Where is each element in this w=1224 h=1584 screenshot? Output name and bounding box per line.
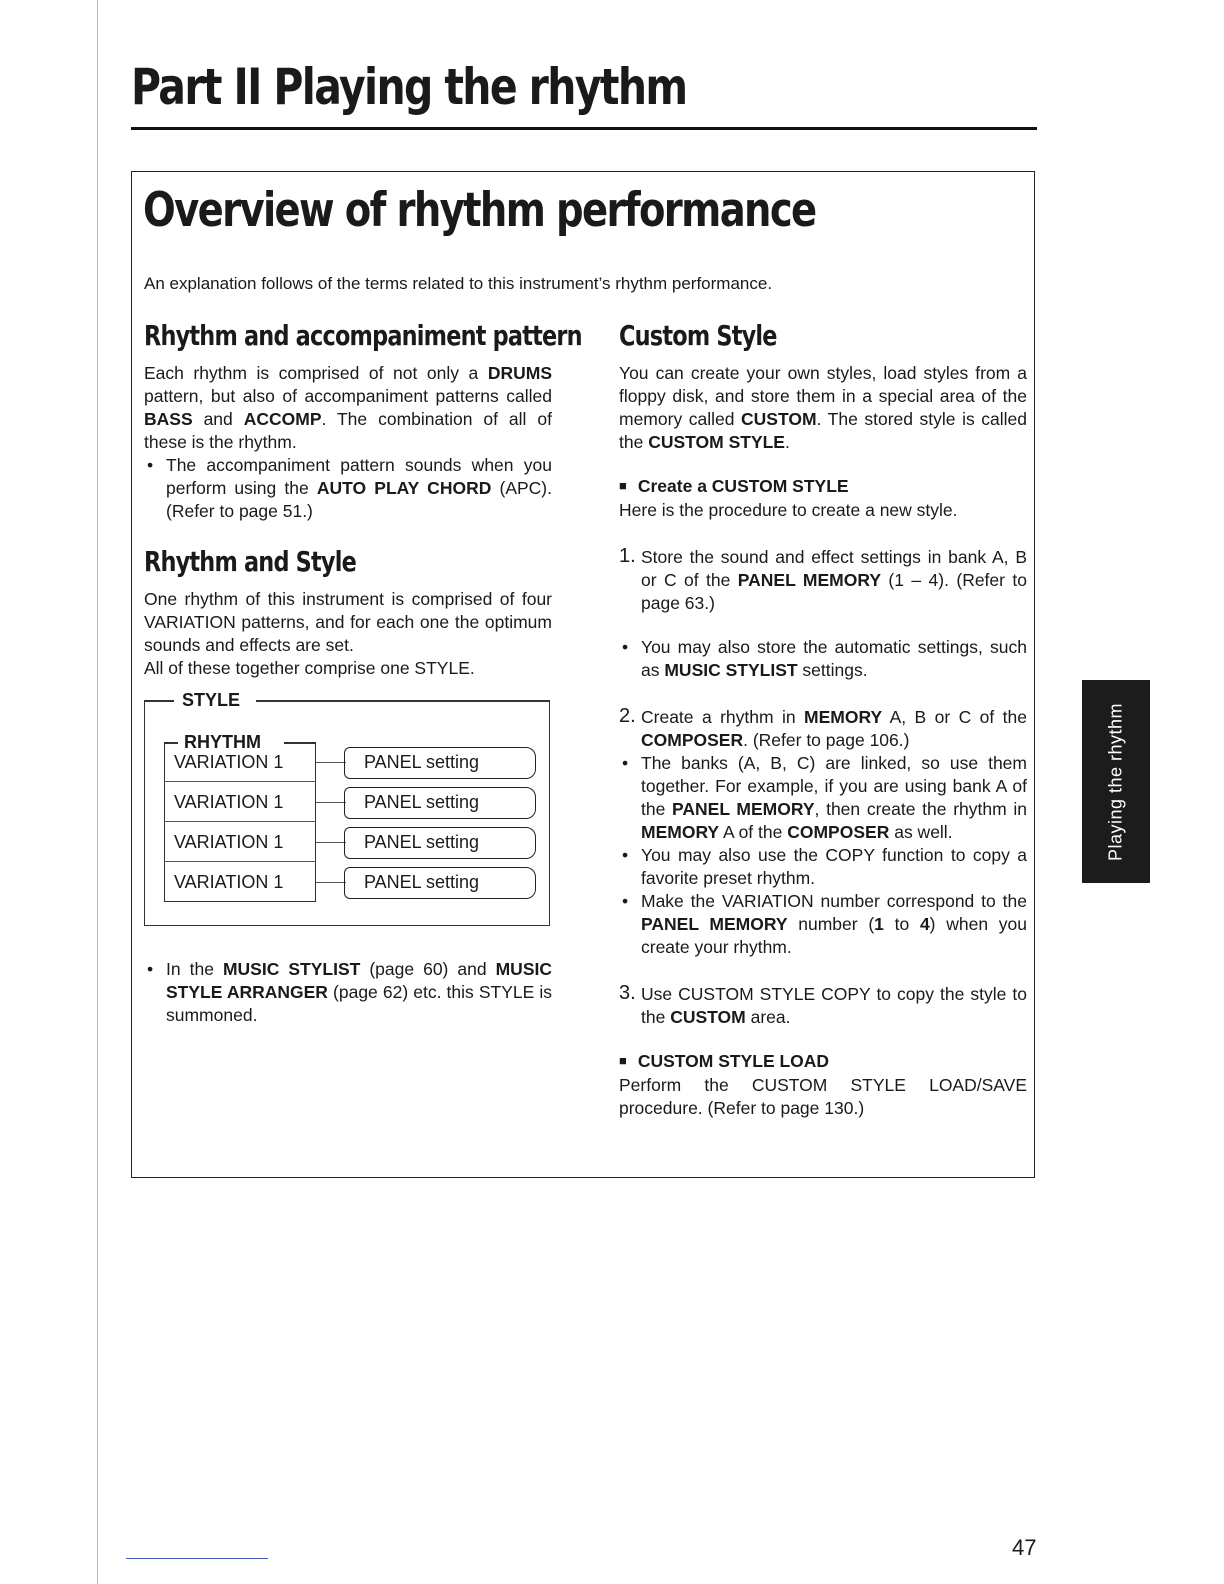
rhythm-label: RHYTHM [180,730,265,754]
text-run: A of the [719,822,788,842]
text-run: . The stored style is called the [619,409,1027,452]
text-run: as well. [889,822,953,842]
part-title: Part II Playing the rhythm [131,58,687,116]
heading-custom-style: Custom Style [619,319,777,352]
text-run: (page 60) and [360,959,496,979]
text-run: . The combination of all of these is the rhythm. [144,409,552,452]
text-run: area. [745,1007,791,1027]
step-number: 1. [619,545,636,567]
panel-setting-box: PANEL setting [344,827,536,859]
term-number: 1 [874,914,884,934]
binding-line [97,0,98,1584]
left-column [144,318,582,1027]
text-run: . [784,432,790,452]
step-3 [619,983,1027,1029]
chapter-side-tab [1082,680,1150,883]
text-run: Use CUSTOM STYLE COPY to copy the style to the [641,984,1027,1027]
text-run: You can create your own styles, load styles from a floppy disk, and store them in a special area of the memory called [619,363,1027,429]
connector-line [316,882,346,883]
term-composer: COMPOSER [641,730,744,750]
heading-rhythm-accompaniment: Rhythm and accompaniment pattern [144,319,582,352]
apc-bullet [144,454,552,523]
side-tab-label: Playing the rhythm [1105,702,1126,861]
text-run: to [883,914,920,934]
connector-line [316,762,346,763]
custom-style-load-text: Perform the CUSTOM STYLE LOAD/SAVE procedure. (Refer to page 130.) [619,1075,1027,1118]
style-box-top-right [256,700,550,702]
text-run: Store the sound and effect settings in bank A, B or C of the [641,547,1027,590]
panel-setting-box: PANEL setting [344,747,536,779]
text-run: (page 62) etc. this STYLE is summoned. [166,982,552,1025]
step-number: 3. [619,982,636,1004]
right-column [619,318,1027,1120]
step-2-bullet-banks [619,752,1027,844]
custom-style-load-heading: ■ CUSTOM STYLE LOAD [619,1050,1027,1074]
text-run: settings. [797,660,868,680]
create-custom-style-text: Here is the procedure to create a new style. [619,500,958,520]
overview-title: Overview of rhythm performance [143,183,816,238]
term-panel-memory: PANEL MEMORY [641,914,788,934]
term-bass: BASS [144,409,193,429]
term-panel-memory: PANEL MEMORY [672,799,815,819]
text-run: The accompaniment pattern sounds when you perform using the [166,455,552,498]
style-summon-bullet [144,958,552,1027]
connector-line [316,842,346,843]
step-1-bullet [619,636,1027,682]
custom-style-paragraph [619,362,1027,454]
term-custom-style: CUSTOM STYLE [648,432,785,452]
panel-setting-box: PANEL setting [344,867,536,899]
rhythm-style-paragraph: One rhythm of this instrument is comprised of four VARIATION patterns, and for each one the optimum sounds and effects are set. [144,589,552,655]
term-music-style-arranger: MUSIC STYLE ARRANGER [166,959,552,1002]
create-custom-style-heading: ■ Create a CUSTOM STYLE [619,475,1027,499]
variation-row [164,782,316,822]
term-auto-play-chord: AUTO PLAY CHORD [316,478,492,498]
text-run: Each rhythm is comprised of not only a [144,363,488,383]
text-run: Make the VARIATION number correspond to the [641,891,1027,911]
text-run: , then create the rhythm in [814,799,1027,819]
term-drums: DRUMS [487,363,552,383]
variation-row [164,822,316,862]
text-run: (1 – 4). (Refer to page 63.) [641,570,1027,613]
term-composer: COMPOSER [787,822,890,842]
text-run: . (Refer to page 106.) [743,730,910,750]
intro-text: An explanation follows of the terms related to this instrument’s rhythm performance. [144,274,773,293]
variation-label: VARIATION 1 [174,832,284,852]
step-2-bullet-variation [619,890,1027,959]
step-2-bullet-copy: • You may also use the COPY function to copy a favorite preset rhythm. [619,844,1027,890]
term-music-stylist: MUSIC STYLIST [664,660,798,680]
rhythm-accompaniment-paragraph [144,362,552,454]
rhythm-style-summary: All of these together comprise one STYLE. [144,658,475,678]
step-2 [619,706,1027,752]
style-label: STYLE [176,688,246,712]
variation-row [164,742,316,782]
text-run: pattern, but also of accompaniment patterns called [144,386,552,406]
text-run: ) when you create your rhythm. [641,914,1027,957]
term-panel-memory: PANEL MEMORY [737,570,881,590]
step-number: 2. [619,705,636,727]
page-number: 47 [1012,1535,1037,1560]
style-diagram [144,688,552,932]
variation-label: VARIATION 1 [174,792,284,812]
text-run: Create a rhythm in [641,707,805,727]
connector-line [316,802,346,803]
heading-rhythm-style: Rhythm and Style [144,545,356,578]
term-custom: CUSTOM [741,409,817,429]
text-run: You may also store the automatic settings, such as [641,637,1027,680]
term-accomp: ACCOMP [243,409,322,429]
text-run: In the [166,959,223,979]
term-memory: MEMORY [804,707,883,727]
variation-label: VARIATION 1 [174,752,284,772]
term-custom: CUSTOM [670,1007,746,1027]
text-run: and [192,409,244,429]
step-1 [619,546,1027,615]
style-box-top-left [144,700,174,702]
text-run: number ( [787,914,875,934]
text-run: (APC). (Refer to page 51.) [166,478,553,521]
term-memory: MEMORY [641,822,720,842]
part-title-rule [131,127,1037,130]
term-music-stylist: MUSIC STYLIST [222,959,361,979]
text-run: The banks (A, B, C) are linked, so use them together. For example, if you are using bank A of the [641,753,1027,819]
variation-row [164,862,316,902]
term-number: 4 [919,914,930,934]
panel-setting-box: PANEL setting [344,787,536,819]
footer-rule [126,1558,268,1559]
variation-label: VARIATION 1 [174,872,284,892]
text-run: A, B or C of the [882,707,1027,727]
